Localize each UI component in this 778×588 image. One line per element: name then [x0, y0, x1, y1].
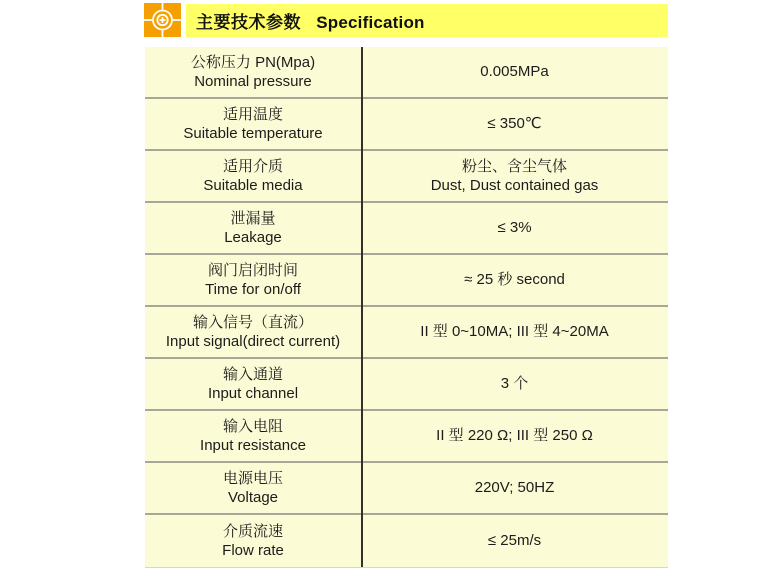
param-label-cell — [145, 411, 361, 461]
param-name-zh: 适用介质 — [222, 157, 283, 175]
section-header-banner — [186, 4, 668, 37]
param-label-cell — [145, 151, 361, 201]
param-value-secondary: Dust, Dust contained gas — [430, 177, 599, 194]
param-name-en: Suitable media — [203, 177, 303, 194]
param-name-zh: 阀门启闭时间 — [207, 261, 298, 279]
param-value-cell — [361, 411, 668, 461]
table-row-leakage — [145, 203, 668, 255]
param-name-en: Voltage — [227, 489, 279, 506]
table-row-flow-rate — [145, 515, 668, 567]
param-name-en: Input channel — [207, 385, 299, 402]
param-label-cell — [145, 47, 361, 97]
table-row-input-signal — [145, 307, 668, 359]
param-value: ≤ 25m/s — [487, 532, 542, 550]
param-label-cell — [145, 463, 361, 513]
param-value: ≤ 3% — [497, 219, 532, 237]
param-name-zh: 适用温度 — [222, 105, 283, 123]
param-value-cell — [361, 255, 668, 305]
param-value-cell — [361, 203, 668, 253]
section-title-zh: 主要技术参数 — [196, 13, 301, 32]
param-value-cell — [361, 463, 668, 513]
param-value-cell — [361, 47, 668, 97]
param-value: 220V; 50HZ — [474, 479, 555, 497]
param-name-zh: 泄漏量 — [230, 209, 276, 227]
param-value-cell — [361, 99, 668, 149]
param-name-en: Flow rate — [222, 542, 284, 559]
param-value: 3 个 — [500, 375, 529, 393]
param-label-cell — [145, 99, 361, 149]
table-row-nominal-pressure — [145, 47, 668, 99]
table-row-input-resistance — [145, 411, 668, 463]
param-value-cell — [361, 151, 668, 201]
param-name-en: Nominal pressure — [194, 73, 312, 90]
table-row-suitable-media — [145, 151, 668, 203]
param-label-cell — [145, 307, 361, 357]
param-name-zh: 输入电阻 — [222, 417, 283, 435]
table-row-input-channel — [145, 359, 668, 411]
column-divider — [361, 47, 363, 567]
param-value: 0.005MPa — [480, 63, 549, 81]
param-value-cell — [361, 359, 668, 409]
param-name-en: Input signal(direct current) — [165, 333, 341, 350]
param-name-zh: 输入信号（直流） — [192, 313, 313, 331]
table-row-time-on-off — [145, 255, 668, 307]
section-title-en: Specification — [316, 13, 425, 32]
param-value: II 型 220 Ω; III 型 250 Ω — [436, 427, 593, 445]
param-value-cell — [361, 515, 668, 567]
section-title — [196, 8, 425, 33]
param-name-en: Input resistance — [200, 437, 306, 454]
param-label-cell — [145, 255, 361, 305]
param-value: ≤ 350℃ — [487, 115, 542, 133]
crosshair-target-icon — [144, 3, 181, 37]
spec-table — [145, 47, 668, 568]
param-name-en: Leakage — [224, 229, 282, 246]
param-name-en: Time for on/off — [205, 281, 301, 298]
param-name-zh: 电源电压 — [222, 469, 283, 487]
param-name-zh: 公称压力 PN(Mpa) — [190, 53, 316, 71]
param-name-en: Suitable temperature — [183, 125, 323, 142]
table-row-suitable-temperature — [145, 99, 668, 151]
param-label-cell — [145, 359, 361, 409]
param-value: II 型 0~10MA; III 型 4~20MA — [420, 323, 609, 341]
param-value-cell — [361, 307, 668, 357]
table-row-voltage — [145, 463, 668, 515]
param-value: 粉尘、含尘气体 — [461, 157, 567, 175]
param-value: ≈ 25 秒 second — [464, 271, 565, 289]
param-label-cell — [145, 515, 361, 567]
param-label-cell — [145, 203, 361, 253]
param-name-zh: 输入通道 — [222, 365, 283, 383]
param-name-zh: 介质流速 — [222, 522, 283, 540]
